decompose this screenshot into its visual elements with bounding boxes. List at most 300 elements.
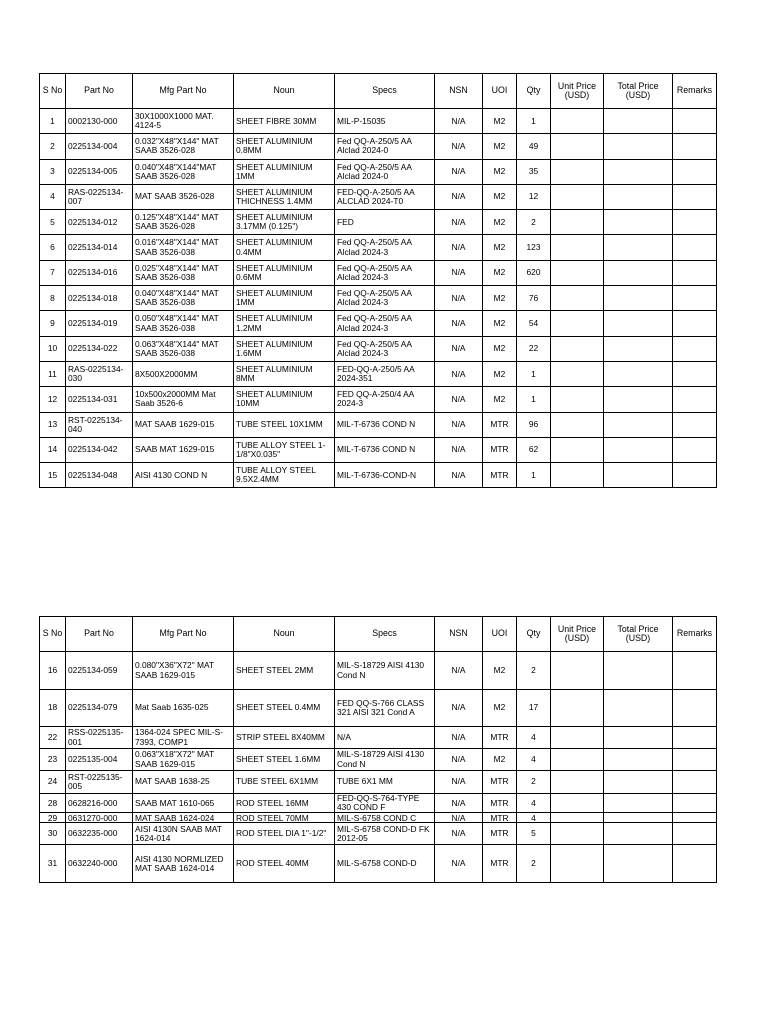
cell-remarks [673, 311, 717, 336]
cell-qty: 1 [517, 463, 551, 488]
cell-part-no: 0632240-000 [66, 845, 133, 883]
cell-total-price [604, 690, 673, 727]
cell-specs: MIL-S-18729 AISI 4130 Cond N [335, 652, 435, 690]
cell-unit-price [551, 109, 604, 134]
cell-unit-price [551, 361, 604, 386]
cell-remarks [673, 794, 717, 813]
cell-mfg-part-no: 0.125"X48"X144" MAT SAAB 3526-028 [133, 210, 234, 235]
cell-qty: 1 [517, 361, 551, 386]
col-header-total-price: Total Price (USD) [604, 74, 673, 109]
cell-mfg-part-no: 0.080"X36"X72" MAT SAAB 1629-015 [133, 652, 234, 690]
cell-uoi: MTR [483, 412, 517, 437]
cell-total-price [604, 794, 673, 813]
col-header-qty: Qty [517, 74, 551, 109]
cell-specs: MIL-T-6736-COND-N [335, 463, 435, 488]
cell-nsn: N/A [435, 463, 483, 488]
cell-unit-price [551, 727, 604, 749]
cell-unit-price [551, 690, 604, 727]
cell-unit-price [551, 463, 604, 488]
cell-remarks [673, 286, 717, 311]
cell-uoi: M2 [483, 387, 517, 412]
cell-noun: SHEET ALUMINIUM 3.17MM (0.125") [234, 210, 335, 235]
cell-sno: 2 [40, 134, 66, 159]
cell-nsn: N/A [435, 286, 483, 311]
cell-specs: Fed QQ-A-250/5 AA Alclad 2024-0 [335, 134, 435, 159]
col-header-mfg-part-no: Mfg Part No [133, 74, 234, 109]
cell-qty: 4 [517, 794, 551, 813]
cell-specs: MIL-S-6758 COND C [335, 813, 435, 823]
col-header-specs: Specs [335, 74, 435, 109]
cell-remarks [673, 336, 717, 361]
parts-table-1 [39, 73, 717, 488]
cell-nsn: N/A [435, 690, 483, 727]
col-header-noun: Noun [234, 74, 335, 109]
cell-part-no: RST-0225134-040 [66, 412, 133, 437]
cell-mfg-part-no: MAT SAAB 1638-25 [133, 771, 234, 794]
table-row [40, 210, 717, 235]
cell-unit-price [551, 813, 604, 823]
cell-qty: 620 [517, 260, 551, 285]
cell-specs: FED-QQ-S-764-TYPE 430 COND F [335, 794, 435, 813]
table-row [40, 412, 717, 437]
table-row [40, 109, 717, 134]
cell-uoi: M2 [483, 749, 517, 771]
cell-qty: 4 [517, 813, 551, 823]
cell-sno: 1 [40, 109, 66, 134]
col-header-sno: S No [40, 617, 66, 652]
cell-sno: 3 [40, 159, 66, 184]
cell-sno: 13 [40, 412, 66, 437]
cell-mfg-part-no: 0.063"X48"X144" MAT SAAB 3526-038 [133, 336, 234, 361]
cell-part-no: RAS-0225134-030 [66, 361, 133, 386]
cell-total-price [604, 184, 673, 209]
cell-uoi: M2 [483, 652, 517, 690]
cell-mfg-part-no: 0.032"X48"X144" MAT SAAB 3526-028 [133, 134, 234, 159]
cell-remarks [673, 845, 717, 883]
table-row [40, 260, 717, 285]
cell-part-no: 0225134-014 [66, 235, 133, 260]
cell-mfg-part-no: 8X500X2000MM [133, 361, 234, 386]
cell-noun: ROD STEEL 70MM [234, 813, 335, 823]
cell-mfg-part-no: AISI 4130N SAAB MAT 1624-014 [133, 823, 234, 845]
cell-specs: FED QQ-A-250/4 AA 2024-3 [335, 387, 435, 412]
cell-mfg-part-no: MAT SAAB 3526-028 [133, 184, 234, 209]
cell-noun: ROD STEEL 40MM [234, 845, 335, 883]
cell-specs: FED QQ-S-766 CLASS 321 AISI 321 Cond A [335, 690, 435, 727]
cell-uoi: MTR [483, 845, 517, 883]
cell-qty: 54 [517, 311, 551, 336]
cell-total-price [604, 823, 673, 845]
cell-uoi: M2 [483, 210, 517, 235]
col-header-uoi: UOI [483, 74, 517, 109]
cell-total-price [604, 412, 673, 437]
cell-total-price [604, 813, 673, 823]
cell-remarks [673, 184, 717, 209]
cell-remarks [673, 235, 717, 260]
cell-nsn: N/A [435, 412, 483, 437]
parts-table-2 [39, 616, 717, 883]
cell-remarks [673, 260, 717, 285]
cell-mfg-part-no: 0.040"X48"X144"MAT SAAB 3526-028 [133, 159, 234, 184]
cell-sno: 5 [40, 210, 66, 235]
col-header-mfg-part-no: Mfg Part No [133, 617, 234, 652]
cell-uoi: MTR [483, 437, 517, 462]
cell-unit-price [551, 794, 604, 813]
cell-nsn: N/A [435, 813, 483, 823]
cell-mfg-part-no: SAAB MAT 1610-065 [133, 794, 234, 813]
cell-qty: 62 [517, 437, 551, 462]
table-row [40, 823, 717, 845]
cell-qty: 12 [517, 184, 551, 209]
cell-mfg-part-no: 30X1000X1000 MAT. 4124-5 [133, 109, 234, 134]
cell-total-price [604, 286, 673, 311]
cell-remarks [673, 771, 717, 794]
col-header-unit-price: Unit Price (USD) [551, 617, 604, 652]
cell-specs: N/A [335, 727, 435, 749]
cell-part-no: 0225135-004 [66, 749, 133, 771]
cell-mfg-part-no: AISI 4130 NORMLIZED MAT SAAB 1624-014 [133, 845, 234, 883]
cell-unit-price [551, 134, 604, 159]
cell-nsn: N/A [435, 794, 483, 813]
cell-specs: Fed QQ-A-250/5 AA Alclad 2024-3 [335, 336, 435, 361]
table-row [40, 771, 717, 794]
cell-sno: 6 [40, 235, 66, 260]
cell-specs: FED-QQ-A-250/5 AA 2024-351 [335, 361, 435, 386]
cell-unit-price [551, 311, 604, 336]
cell-unit-price [551, 652, 604, 690]
col-header-sno: S No [40, 74, 66, 109]
cell-noun: SHEET ALUMINIUM 1.2MM [234, 311, 335, 336]
cell-sno: 12 [40, 387, 66, 412]
cell-nsn: N/A [435, 771, 483, 794]
cell-uoi: MTR [483, 727, 517, 749]
cell-mfg-part-no: MAT SAAB 1629-015 [133, 412, 234, 437]
cell-unit-price [551, 823, 604, 845]
cell-qty: 123 [517, 235, 551, 260]
cell-remarks [673, 749, 717, 771]
cell-uoi: MTR [483, 823, 517, 845]
table-row [40, 184, 717, 209]
col-header-remarks: Remarks [673, 617, 717, 652]
cell-sno: 29 [40, 813, 66, 823]
cell-mfg-part-no: 0.016"X48"X144" MAT SAAB 3526-038 [133, 235, 234, 260]
cell-qty: 49 [517, 134, 551, 159]
cell-total-price [604, 159, 673, 184]
col-header-remarks: Remarks [673, 74, 717, 109]
cell-qty: 2 [517, 771, 551, 794]
cell-nsn: N/A [435, 437, 483, 462]
cell-specs: MIL-S-6758 COND-D [335, 845, 435, 883]
cell-noun: SHEET ALUMINIUM 0.6MM [234, 260, 335, 285]
cell-noun: TUBE STEEL 6X1MM [234, 771, 335, 794]
cell-specs: Fed QQ-A-250/5 AA Alclad 2024-3 [335, 311, 435, 336]
cell-remarks [673, 823, 717, 845]
col-header-unit-price: Unit Price (USD) [551, 74, 604, 109]
cell-nsn: N/A [435, 387, 483, 412]
cell-sno: 23 [40, 749, 66, 771]
col-header-part-no: Part No [66, 74, 133, 109]
cell-specs: Fed QQ-A-250/5 AA Alclad 2024-3 [335, 235, 435, 260]
table-row [40, 361, 717, 386]
cell-unit-price [551, 260, 604, 285]
cell-sno: 22 [40, 727, 66, 749]
cell-mfg-part-no: SAAB MAT 1629-015 [133, 437, 234, 462]
cell-part-no: 0225134-005 [66, 159, 133, 184]
cell-specs: FED [335, 210, 435, 235]
cell-unit-price [551, 749, 604, 771]
cell-noun: SHEET ALUMINIUM THICHNESS 1.4MM [234, 184, 335, 209]
cell-specs: FED-QQ-A-250/5 AA ALCLAD 2024-T0 [335, 184, 435, 209]
cell-qty: 1 [517, 387, 551, 412]
cell-specs: Fed QQ-A-250/5 AA Alclad 2024-3 [335, 286, 435, 311]
cell-remarks [673, 727, 717, 749]
cell-total-price [604, 387, 673, 412]
cell-remarks [673, 387, 717, 412]
cell-remarks [673, 690, 717, 727]
cell-part-no: 0628216-000 [66, 794, 133, 813]
cell-remarks [673, 210, 717, 235]
cell-sno: 30 [40, 823, 66, 845]
table-header-row [40, 74, 717, 109]
cell-noun: SHEET STEEL 0.4MM [234, 690, 335, 727]
col-header-qty: Qty [517, 617, 551, 652]
cell-qty: 35 [517, 159, 551, 184]
cell-mfg-part-no: 0.063"X18"X72" MAT SAAB 1629-015 [133, 749, 234, 771]
table-row [40, 437, 717, 462]
cell-noun: SHEET STEEL 2MM [234, 652, 335, 690]
cell-total-price [604, 134, 673, 159]
cell-uoi: M2 [483, 336, 517, 361]
cell-part-no: 0225134-016 [66, 260, 133, 285]
cell-uoi: MTR [483, 463, 517, 488]
cell-specs: Fed QQ-A-250/5 AA Alclad 2024-3 [335, 260, 435, 285]
cell-part-no: 0002130-000 [66, 109, 133, 134]
table-row [40, 311, 717, 336]
cell-total-price [604, 336, 673, 361]
cell-noun: SHEET STEEL 1.6MM [234, 749, 335, 771]
cell-part-no: RSS-0225135-001 [66, 727, 133, 749]
cell-remarks [673, 361, 717, 386]
cell-part-no: 0225134-004 [66, 134, 133, 159]
table-row [40, 652, 717, 690]
cell-unit-price [551, 210, 604, 235]
cell-noun: TUBE ALLOY STEEL 9.5X2.4MM [234, 463, 335, 488]
cell-uoi: M2 [483, 361, 517, 386]
cell-remarks [673, 412, 717, 437]
cell-mfg-part-no: 0.040"X48"X144" MAT SAAB 3526-038 [133, 286, 234, 311]
cell-uoi: M2 [483, 134, 517, 159]
cell-uoi: MTR [483, 794, 517, 813]
cell-noun: TUBE ALLOY STEEL 1-1/8"X0.035" [234, 437, 335, 462]
cell-mfg-part-no: 1364-024 SPEC MIL-S-7393, COMP1 [133, 727, 234, 749]
cell-qty: 96 [517, 412, 551, 437]
cell-uoi: M2 [483, 311, 517, 336]
cell-remarks [673, 109, 717, 134]
cell-uoi: M2 [483, 184, 517, 209]
table-row [40, 336, 717, 361]
cell-total-price [604, 771, 673, 794]
cell-sno: 4 [40, 184, 66, 209]
cell-unit-price [551, 235, 604, 260]
cell-nsn: N/A [435, 336, 483, 361]
cell-unit-price [551, 845, 604, 883]
cell-part-no: RAS-0225134-007 [66, 184, 133, 209]
cell-qty: 4 [517, 749, 551, 771]
table-row [40, 845, 717, 883]
cell-total-price [604, 463, 673, 488]
cell-mfg-part-no: AISI 4130 COND N [133, 463, 234, 488]
cell-sno: 8 [40, 286, 66, 311]
cell-unit-price [551, 437, 604, 462]
cell-unit-price [551, 159, 604, 184]
cell-uoi: M2 [483, 286, 517, 311]
cell-part-no: 0225134-079 [66, 690, 133, 727]
cell-mfg-part-no: Mat Saab 1635-025 [133, 690, 234, 727]
cell-mfg-part-no: 0.050"X48"X144" MAT SAAB 3526-038 [133, 311, 234, 336]
cell-part-no: 0225134-019 [66, 311, 133, 336]
cell-total-price [604, 311, 673, 336]
cell-qty: 2 [517, 845, 551, 883]
cell-noun: SHEET FIBRE 30MM [234, 109, 335, 134]
cell-nsn: N/A [435, 652, 483, 690]
cell-qty: 2 [517, 210, 551, 235]
cell-qty: 2 [517, 652, 551, 690]
cell-nsn: N/A [435, 823, 483, 845]
cell-unit-price [551, 336, 604, 361]
cell-part-no: 0225134-012 [66, 210, 133, 235]
cell-nsn: N/A [435, 727, 483, 749]
cell-nsn: N/A [435, 845, 483, 883]
cell-noun: SHEET ALUMINIUM 1MM [234, 286, 335, 311]
cell-unit-price [551, 286, 604, 311]
cell-sno: 18 [40, 690, 66, 727]
cell-sno: 14 [40, 437, 66, 462]
cell-remarks [673, 437, 717, 462]
cell-nsn: N/A [435, 260, 483, 285]
cell-part-no: 0631270-000 [66, 813, 133, 823]
cell-nsn: N/A [435, 134, 483, 159]
cell-total-price [604, 210, 673, 235]
cell-remarks [673, 463, 717, 488]
cell-qty: 5 [517, 823, 551, 845]
cell-remarks [673, 813, 717, 823]
table-row [40, 727, 717, 749]
cell-noun: ROD STEEL 16MM [234, 794, 335, 813]
cell-unit-price [551, 184, 604, 209]
cell-nsn: N/A [435, 210, 483, 235]
cell-sno: 15 [40, 463, 66, 488]
cell-nsn: N/A [435, 361, 483, 386]
cell-mfg-part-no: 10x500x2000MM Mat Saab 3526-6 [133, 387, 234, 412]
table-row [40, 235, 717, 260]
cell-qty: 76 [517, 286, 551, 311]
cell-noun: SHEET ALUMINIUM 10MM [234, 387, 335, 412]
cell-total-price [604, 845, 673, 883]
cell-part-no: 0225134-059 [66, 652, 133, 690]
cell-part-no: 0225134-022 [66, 336, 133, 361]
col-header-noun: Noun [234, 617, 335, 652]
cell-remarks [673, 652, 717, 690]
table-row [40, 794, 717, 813]
col-header-uoi: UOI [483, 617, 517, 652]
cell-part-no: 0225134-031 [66, 387, 133, 412]
cell-mfg-part-no: 0.025"X48"X144" MAT SAAB 3526-038 [133, 260, 234, 285]
table-row [40, 463, 717, 488]
cell-total-price [604, 260, 673, 285]
cell-nsn: N/A [435, 109, 483, 134]
cell-uoi: M2 [483, 235, 517, 260]
cell-unit-price [551, 412, 604, 437]
cell-total-price [604, 749, 673, 771]
cell-specs: Fed QQ-A-250/5 AA Alclad 2024-0 [335, 159, 435, 184]
cell-specs: TUBE 6X1 MM [335, 771, 435, 794]
cell-specs: MIL-S-18729 AISI 4130 Cond N [335, 749, 435, 771]
cell-uoi: M2 [483, 690, 517, 727]
cell-uoi: M2 [483, 109, 517, 134]
cell-specs: MIL-T-6736 COND N [335, 412, 435, 437]
cell-remarks [673, 134, 717, 159]
cell-part-no: RST-0225135-005 [66, 771, 133, 794]
cell-specs: MIL-P-15035 [335, 109, 435, 134]
cell-qty: 1 [517, 109, 551, 134]
cell-unit-price [551, 771, 604, 794]
cell-noun: STRIP STEEL 8X40MM [234, 727, 335, 749]
cell-total-price [604, 652, 673, 690]
cell-noun: SHEET ALUMINIUM 1MM [234, 159, 335, 184]
cell-noun: SHEET ALUMINIUM 8MM [234, 361, 335, 386]
cell-specs: MIL-T-6736 COND N [335, 437, 435, 462]
cell-remarks [673, 159, 717, 184]
table-header-row [40, 617, 717, 652]
cell-uoi: MTR [483, 771, 517, 794]
cell-qty: 4 [517, 727, 551, 749]
table-row [40, 749, 717, 771]
cell-sno: 24 [40, 771, 66, 794]
table-row [40, 690, 717, 727]
cell-sno: 28 [40, 794, 66, 813]
col-header-nsn: NSN [435, 74, 483, 109]
cell-noun: SHEET ALUMINIUM 1.6MM [234, 336, 335, 361]
cell-nsn: N/A [435, 235, 483, 260]
cell-part-no: 0225134-018 [66, 286, 133, 311]
cell-sno: 9 [40, 311, 66, 336]
cell-uoi: MTR [483, 813, 517, 823]
col-header-specs: Specs [335, 617, 435, 652]
cell-total-price [604, 235, 673, 260]
col-header-part-no: Part No [66, 617, 133, 652]
table-row [40, 813, 717, 823]
table-row [40, 286, 717, 311]
cell-sno: 10 [40, 336, 66, 361]
cell-total-price [604, 109, 673, 134]
cell-part-no: 0225134-048 [66, 463, 133, 488]
cell-nsn: N/A [435, 749, 483, 771]
cell-sno: 7 [40, 260, 66, 285]
cell-qty: 17 [517, 690, 551, 727]
table-row [40, 159, 717, 184]
cell-noun: SHEET ALUMINIUM 0.4MM [234, 235, 335, 260]
cell-uoi: M2 [483, 260, 517, 285]
table-row [40, 134, 717, 159]
cell-sno: 11 [40, 361, 66, 386]
cell-nsn: N/A [435, 184, 483, 209]
cell-total-price [604, 437, 673, 462]
cell-nsn: N/A [435, 311, 483, 336]
cell-total-price [604, 361, 673, 386]
cell-noun: ROD STEEL DIA 1"-1/2" [234, 823, 335, 845]
cell-specs: MIL-S-6758 COND-D FK 2012-05 [335, 823, 435, 845]
cell-qty: 22 [517, 336, 551, 361]
